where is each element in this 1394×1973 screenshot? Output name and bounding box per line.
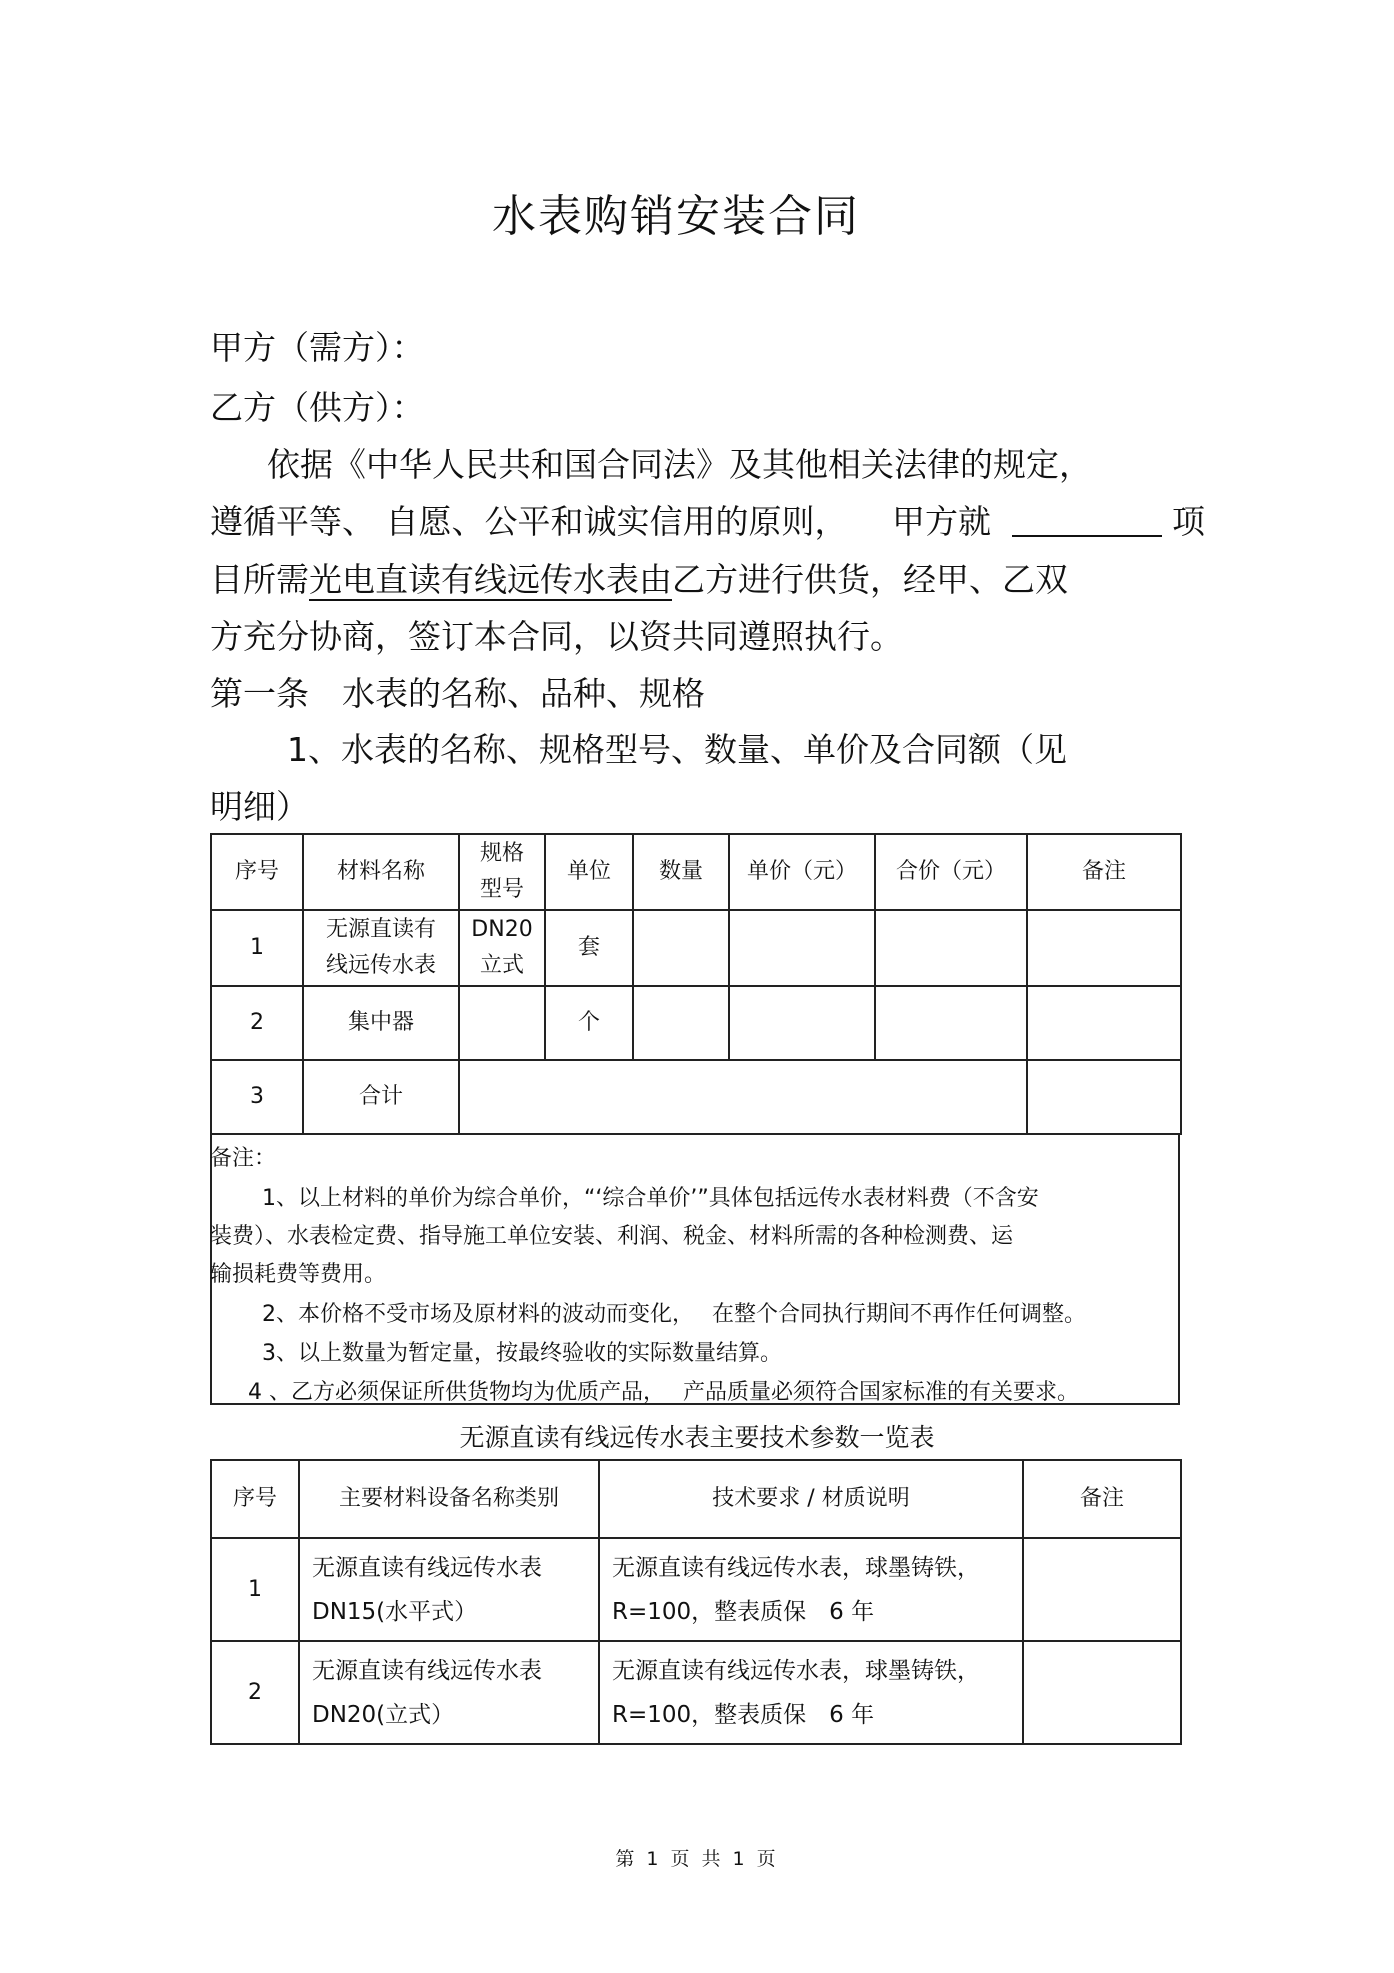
cell-name-line2: 线远传水表 — [325, 953, 436, 978]
project-name-blank — [1012, 505, 1162, 537]
party-b-label: 乙方（供方）： — [210, 388, 425, 427]
table-row — [211, 1538, 1181, 1641]
cell-no: 2 — [211, 1641, 299, 1744]
cell-remark — [1023, 1538, 1181, 1641]
header-remark: 备注 — [1027, 834, 1181, 910]
document-title: 水表购销安装合同 — [492, 191, 860, 242]
note-4: 4 、乙方必须保证所供货物均为优质产品， 产品质量必须符合国家标准的有关要求。 — [248, 1380, 1079, 1405]
cell-no: 3 — [211, 1060, 303, 1134]
cell-no: 1 — [211, 1538, 299, 1641]
tech-params-title: 无源直读有线远传水表主要技术参数一览表 — [459, 1423, 935, 1452]
cell-tech-requirements — [599, 1641, 1023, 1744]
cell-material-name: 集中器 — [303, 986, 459, 1060]
article-1-item-1: 1、水表的名称、规格型号、数量、单价及合同额（见 — [287, 730, 1067, 769]
cell-no: 1 — [211, 910, 303, 986]
cell-remark — [1023, 1641, 1181, 1744]
cell-no: 2 — [211, 986, 303, 1060]
cell-req-line2: R=100，整表质保 6 年 — [612, 1701, 875, 1728]
header-no: 序号 — [211, 834, 303, 910]
cell-total-label: 合计 — [303, 1060, 459, 1134]
intro-line-3 — [210, 552, 1068, 608]
cell-name-line2: DN20(立式） — [312, 1701, 455, 1728]
cell-spec-line1: DN20 — [471, 917, 533, 942]
table-row — [211, 1641, 1181, 1744]
header-spec — [459, 834, 545, 910]
page-footer: 第 1 页 共 1 页 — [615, 1848, 779, 1870]
table-row — [211, 910, 1181, 986]
intro-line-3-c: 乙方进行供货，经甲、乙双 — [672, 560, 1068, 599]
notes-box — [210, 1133, 1180, 1405]
cell-equipment-name — [299, 1641, 599, 1744]
intro-line-2 — [210, 494, 1205, 550]
cell-req-line1: 无源直读有线远传水表，球墨铸铁， — [612, 1657, 980, 1684]
cell-tech-requirements — [599, 1538, 1023, 1641]
cell-name-line1: 无源直读有线远传水表 — [312, 1554, 542, 1581]
header-unit-price: 单价（元） — [729, 834, 875, 910]
cell-spec-line2: 立式 — [479, 953, 524, 978]
table-header-row — [211, 834, 1181, 910]
note-2: 2、本价格不受市场及原材料的波动而变化， 在整个合同执行期间不再作任何调整。 — [262, 1302, 1086, 1327]
header-tech-requirements: 技术要求 / 材质说明 — [599, 1460, 1023, 1538]
intro-line-1: 依据《中华人民共和国合同法》及其他相关法律的规定， — [267, 445, 1092, 484]
intro-line-3-a: 目所需 — [210, 560, 309, 599]
intro-party-a-ref: 甲方就 — [892, 502, 991, 541]
cell-remark — [1027, 986, 1181, 1060]
cell-name-line1: 无源直读有 — [325, 917, 436, 942]
note-3: 3、以上数量为暂定量，按最终验收的实际数量结算。 — [262, 1341, 782, 1366]
header-equipment-name: 主要材料设备名称类别 — [299, 1460, 599, 1538]
table-row — [211, 986, 1181, 1060]
cell-total-price — [875, 910, 1027, 986]
header-total-price: 合价（元） — [875, 834, 1027, 910]
cell-material-name — [303, 910, 459, 986]
notes-label: 备注： — [210, 1146, 277, 1171]
product-name-underlined: 光电直读有线远传水表由 — [309, 560, 672, 599]
cell-req-line2: R=100，整表质保 6 年 — [612, 1598, 875, 1625]
cell-remark — [1027, 910, 1181, 986]
table-header-row — [211, 1460, 1181, 1538]
cell-req-line1: 无源直读有线远传水表，球墨铸铁， — [612, 1554, 980, 1581]
cell-unit: 套 — [545, 910, 633, 986]
header-no: 序号 — [211, 1460, 299, 1538]
cell-name-line2: DN15(水平式） — [312, 1598, 478, 1625]
materials-table — [210, 833, 1182, 1135]
intro-line-2-end: 项 — [1172, 502, 1205, 541]
party-a-label: 甲方（需方）： — [210, 328, 425, 367]
tech-params-table — [210, 1459, 1182, 1745]
cell-spec — [459, 986, 545, 1060]
cell-spec — [459, 910, 545, 986]
header-material-name: 材料名称 — [303, 834, 459, 910]
intro-line-4: 方充分协商，签订本合同，以资共同遵照执行。 — [210, 617, 903, 656]
header-quantity: 数量 — [633, 834, 729, 910]
header-spec-line1: 规格 — [479, 841, 524, 866]
table-total-row — [211, 1060, 1181, 1134]
header-spec-line2: 型号 — [479, 877, 524, 902]
cell-unit-price — [729, 910, 875, 986]
intro-line-2-text: 遵循平等、 自愿、公平和诚实信用的原则， — [210, 502, 848, 541]
cell-quantity — [633, 910, 729, 986]
cell-total-value — [459, 1060, 1027, 1134]
header-unit: 单位 — [545, 834, 633, 910]
cell-total-price — [875, 986, 1027, 1060]
article-1-heading: 第一条 水表的名称、品种、规格 — [210, 674, 705, 713]
cell-unit-price — [729, 986, 875, 1060]
note-1-end: 输损耗费等费用。 — [210, 1262, 387, 1287]
article-1-item-1-cont: 明细） — [210, 787, 309, 826]
note-1-cont: 装费）、水表检定费、指导施工单位安装、利润、税金、材料所需的各种检测费、运 — [210, 1224, 1014, 1249]
cell-name-line1: 无源直读有线远传水表 — [312, 1657, 542, 1684]
cell-unit: 个 — [545, 986, 633, 1060]
note-1: 1、以上材料的单价为综合单价，“‘综合单价’”具体包括远传水表材料费（不含安 — [262, 1186, 1039, 1211]
cell-remark — [1027, 1060, 1181, 1134]
cell-equipment-name — [299, 1538, 599, 1641]
cell-quantity — [633, 986, 729, 1060]
header-remark: 备注 — [1023, 1460, 1181, 1538]
